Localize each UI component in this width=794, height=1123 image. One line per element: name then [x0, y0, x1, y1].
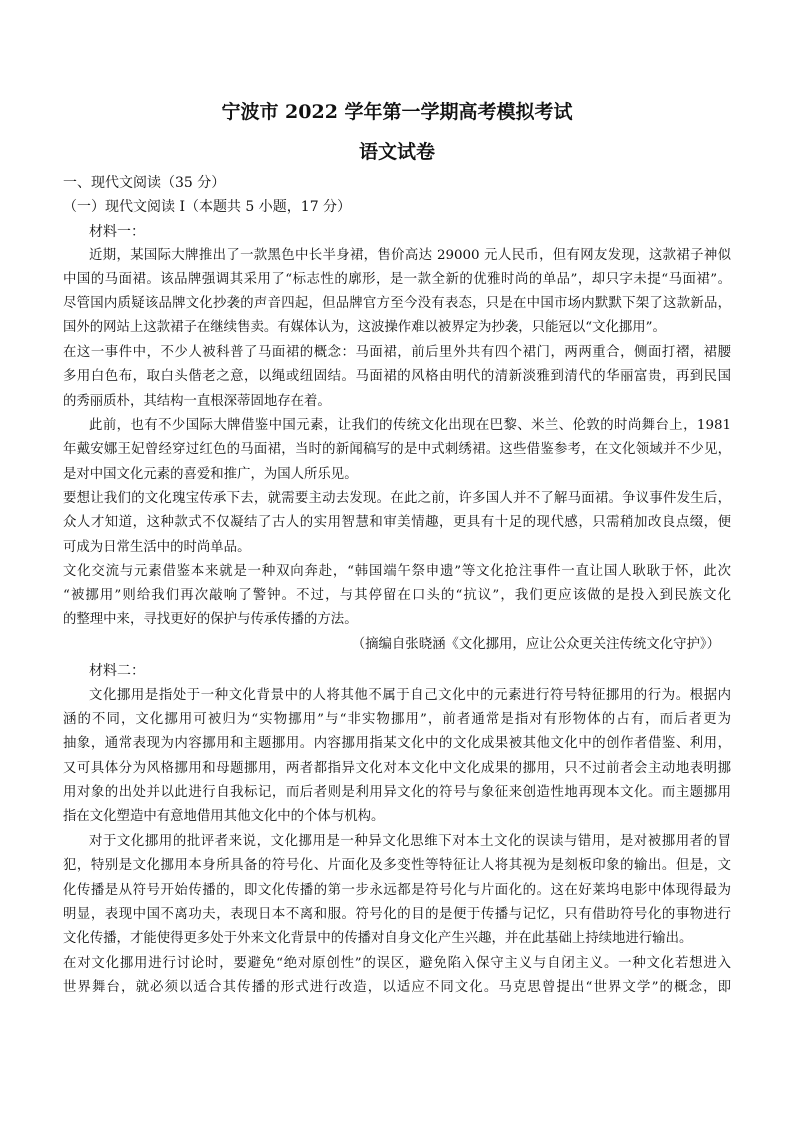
text-line: 在这一事件中，不少人被科普了马面裙的概念：马面裙，前后里外共有四个裙门，两两重合，侧面打褶，裙腰	[63, 345, 731, 360]
exam-subtitle: 语文试卷	[358, 141, 435, 163]
subsection-heading: （一）现代文阅读 I（本题共 5 小题，17 分）	[63, 199, 352, 215]
text-line: 抽象，通常表现为内容挪用和主题挪用。内容挪用指某文化中的文化成果被其他文化中的创作者借鉴、利用，	[63, 736, 731, 751]
text-line: 是对中国文化元素的喜爱和推广，为国人所乐见。	[63, 467, 358, 482]
text-line: “被挪用”则给我们再次敲响了警钟。不过，与其停留在口头的“抗议”，我们更应该做的是投入到民族文化	[63, 588, 731, 603]
text-line: 文化传播，才能使得更多处于外来文化背景中的传播对自身文化产生兴趣，并在此基础上持续地进行输出。	[63, 931, 693, 946]
text-line: 中国的马面裙。该品牌强调其采用了“标志性的廓形，是一款全新的优雅时尚的单品”，却只字未提“马面裙”。	[63, 272, 731, 287]
text-line: 多用白色布，取白头偕老之意，以绳或纽固结。马面裙的风格由明代的清新淡雅到清代的华丽富贵，再到民国	[63, 369, 731, 384]
text-line: 犯，特别是文化挪用本身所具备的符号化、片面化及多变性等特征让人将其视为是刻板印象的输出。但是，文	[63, 858, 731, 873]
text-line: 化传播是从符号开始传播的，即文化传播的第一步永远都是符号化与片面化的。这在好莱坞电影中体现得最为	[63, 883, 731, 898]
text-line: 国外的网站上这款裙子在继续售卖。有媒体认为，这波操作难以被界定为抄袭，只能冠以“文化挪用”。	[63, 320, 666, 335]
text-line: 的秀丽质朴，其结构一直根深蒂固地存在着。	[63, 394, 331, 409]
text-line: 此前，也有不少国际大牌借鉴中国元素，让我们的传统文化出现在巴黎、米兰、伦敦的时尚舞台上，1981	[89, 418, 731, 433]
section-heading: 一、现代文阅读（35 分）	[63, 175, 226, 191]
text-line: 文化交流与元素借鉴本来就是一种双向奔赴，“韩国端午祭申遗”等文化抢注事件一直让国人耿耿于怀，此次	[63, 564, 731, 579]
text-line: 众人才知道，这种款式不仅凝结了古人的实用智慧和审美情趣，更具有十足的现代感，只需稍加改良点缀，便	[63, 515, 731, 530]
text-line: 近期，某国际大牌推出了一款黑色中长半身裙，售价高达 29000 元人民币，但有网友发现，这款裙子神似	[89, 248, 731, 263]
text-line: 文化挪用是指处于一种文化背景中的人将其他不属于自己文化中的元素进行符号特征挪用的行为。根据内	[89, 688, 731, 703]
text-line: 在对文化挪用进行讨论时，要避免“绝对原创性”的误区，避免陷入保守主义与自闭主义。一种文化若想进入	[63, 956, 731, 971]
text-line: 世界舞台，就必须以适合其传播的形式进行改造，以适应不同文化。马克思曾提出“世界文学”的概念，即	[63, 980, 731, 995]
text-line: 的整理中来，寻找更好的保护与传承传播的方法。	[63, 612, 358, 627]
text-line: 指在文化塑造中有意地借用其他文化中的个体与机构。	[63, 809, 385, 824]
text-line: 要想让我们的文化瑰宝传承下去，就需要主动去发现。在此之前，许多国人并不了解马面裙。争议事件发生后，	[63, 491, 731, 506]
text-line: 年戴安娜王妃曾经穿过红色的马面裙，当时的新闻稿写的是中式刺绣裙。这些借鉴参考，在文化领域并不少见，	[63, 442, 731, 457]
text-line: 用对象的出处并以此进行自我标记，而后者则是利用异文化的符号与象征来创造性地再现本文化。而主题挪用	[63, 785, 731, 800]
text-line: 涵的不同，文化挪用可被归为“实物挪用”与“非实物挪用”，前者通常是指对有形物体的占有，而后者更为	[63, 712, 731, 727]
text-line: 又可具体分为风格挪用和母题挪用，两者都指异文化对本文化中文化成果的挪用，只不过前者会主动地表明挪	[63, 761, 731, 776]
exam-title: 宁波市 2022 学年第一学期高考模拟考试	[221, 101, 573, 123]
text-line: 对于文化挪用的批评者来说，文化挪用是一种异文化思维下对本土文化的误读与错用，是对被挪用者的冒	[89, 834, 731, 849]
material-1-label: 材料一：	[89, 224, 145, 240]
text-line: 可成为日常生活中的时尚单品。	[63, 540, 251, 555]
source-citation: （摘编自张晓涵《文化挪用，应让公众更关注传统文化守护》）	[351, 637, 720, 652]
text-line: 明显，表现中国不离功夫，表现日本不离和服。符号化的目的是便于传播与记忆，只有借助符号化的事物进行	[63, 907, 731, 922]
text-line: 尽管国内质疑该品牌文化抄袭的声音四起，但品牌官方至今没有表态，只是在中国市场内默默下架了这款新品，	[63, 296, 731, 311]
material-2-label: 材料二：	[89, 663, 145, 679]
